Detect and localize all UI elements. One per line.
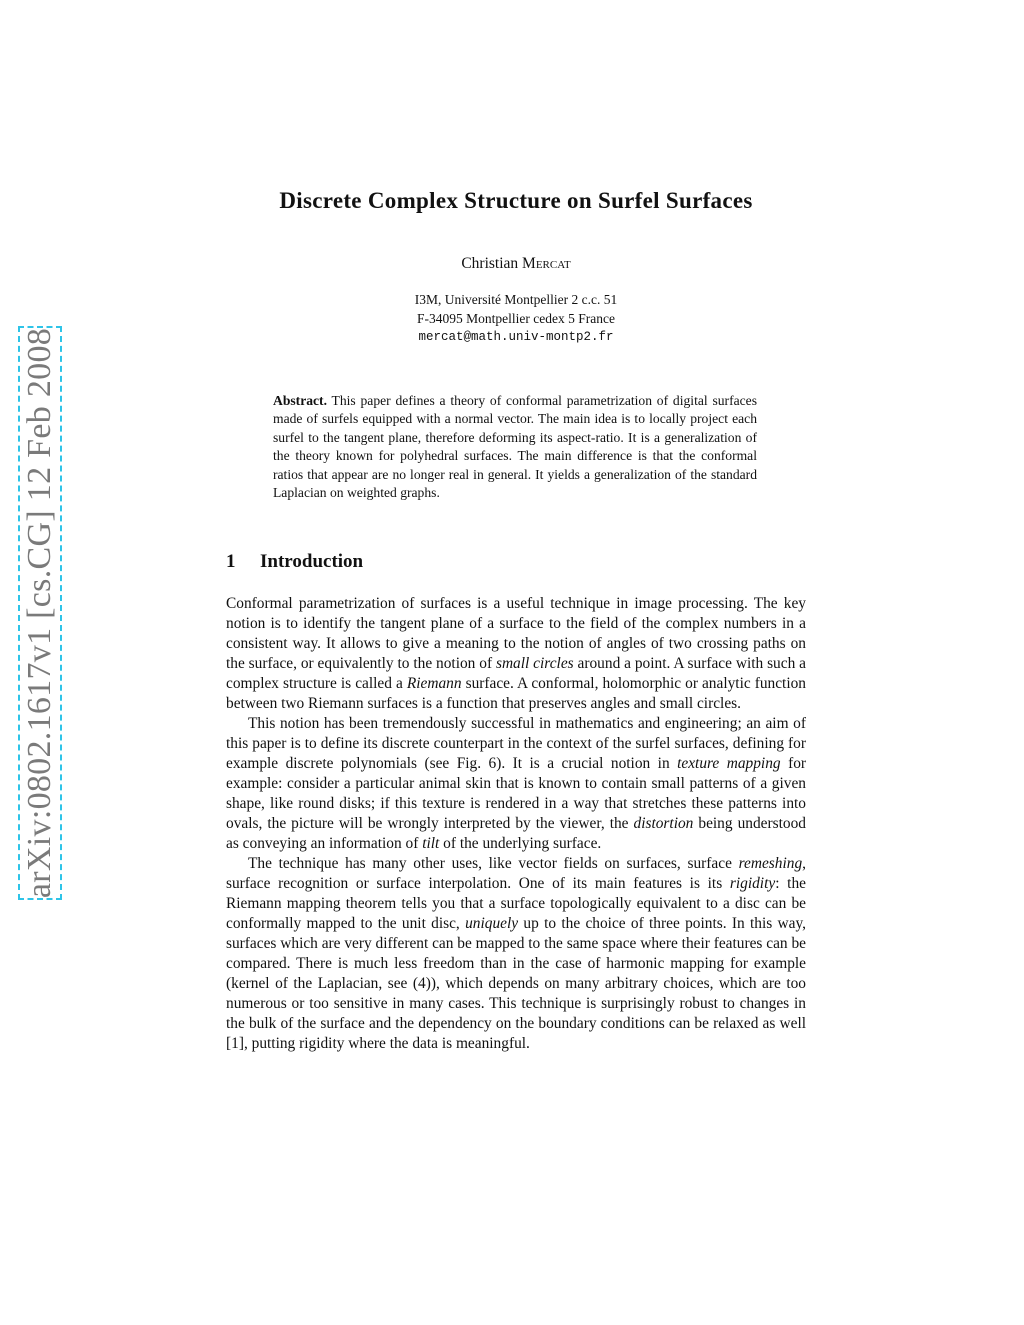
text-run: surface. A conformal, holomorphic or analytic function between two Riemann surfaces is a function that preserves angles and small circles. bbox=[226, 675, 806, 712]
arxiv-stamp bbox=[18, 326, 62, 900]
paragraph-3 bbox=[226, 854, 806, 1054]
paragraph-1 bbox=[226, 594, 806, 714]
author-first-name: Christian bbox=[461, 255, 519, 272]
text-run: for example: consider a particular animal skin that is known to contain small patterns of a given shape, like round disks; if this texture is rendered in a way that stretches these patterns into ovals, the picture will be wrongly interpreted by the viewer, the bbox=[226, 755, 807, 832]
text-run: around a point. A surface with such a complex structure is called a bbox=[226, 655, 806, 692]
author-name bbox=[226, 255, 806, 273]
affiliation-line-1: I3M, Université Montpellier 2 c.c. 51 bbox=[414, 292, 618, 307]
emphasis: Riemann bbox=[406, 675, 462, 692]
text-run: : the Riemann mapping theorem tells you that a surface topologically equivalent to a disc can be conformally mapped to the unit disc, bbox=[226, 875, 806, 932]
text-run: This notion has been tremendously successful in mathematics and engineering; an aim of this paper is to define its discrete counterpart in the context of the surfel surfaces, defining for example discrete polynomials (see Fig. 6). It is a crucial notion in bbox=[226, 715, 806, 772]
section-number: 1 bbox=[226, 551, 236, 572]
emphasis: rigidity bbox=[729, 875, 776, 892]
arxiv-stamp-text: arXiv:0802.1617v1 [cs.CG] 12 Feb 2008 bbox=[21, 327, 58, 899]
abstract-text: This paper defines a theory of conformal parametrization of digital surfaces made of surfels equipped with a normal vector. The main idea is to locally project each surfel to the tangent plane, therefore deforming its aspect-ratio. It is a generalization of the theory known for polyhedral surfaces. The main difference is that the conformal ratios that appear are no longer real in general. It yields a generalization of the standard Laplacian on weighted graphs. bbox=[273, 393, 757, 501]
affiliation-line-2: F-34095 Montpellier cedex 5 France bbox=[417, 311, 615, 326]
section-heading bbox=[226, 551, 363, 573]
text-run: Conformal parametrization of surfaces is a useful technique in image processing. The key notion is to identify the tangent plane of a surface to the field of the complex numbers in a consistent way. It allows to give a meaning to the notion of angles of two crossing paths on the surface, or equivalently to the notion of bbox=[226, 595, 806, 672]
emphasis: remeshing bbox=[738, 855, 803, 872]
abstract-label: Abstract. bbox=[273, 393, 327, 408]
text-run: up to the choice of three points. In this way, surfaces which are very different can be mapped to the same space where their features can be compared. There is much less freedom than in the case of harmonic mapping for example (kernel of the Laplacian, see (4)), which depends on many arbitrary choices, which are too numerous or too sensitive in many cases. This technique is surprisingly robust to changes in the bulk of the surface and the dependency on the boundary conditions can be relaxed as well [1], putting rigidity where the data is meaningful. bbox=[226, 915, 806, 1052]
affiliation bbox=[226, 290, 806, 347]
emphasis: texture mapping bbox=[677, 755, 781, 772]
text-run: being understood as conveying an information of bbox=[226, 815, 806, 852]
emphasis: uniquely bbox=[465, 915, 519, 932]
section-title: Introduction bbox=[260, 551, 364, 572]
text-run: The technique has many other uses, like vector fields on surfaces, surface bbox=[248, 855, 739, 872]
emphasis: tilt bbox=[422, 835, 440, 852]
author-last-name: Mercat bbox=[522, 255, 571, 272]
paragraph-2 bbox=[226, 714, 806, 854]
text-run: , surface recognition or surface interpolation. One of its main features is its bbox=[226, 855, 806, 892]
abstract bbox=[273, 392, 757, 502]
author-email: mercat@math.univ-montp2.fr bbox=[418, 330, 614, 344]
body-text bbox=[226, 594, 806, 1054]
paper-title: Discrete Complex Structure on Surfel Surfaces bbox=[279, 188, 753, 213]
emphasis: small circles bbox=[495, 655, 574, 672]
emphasis: distortion bbox=[633, 815, 694, 832]
text-run: of the underlying surface. bbox=[439, 835, 602, 852]
